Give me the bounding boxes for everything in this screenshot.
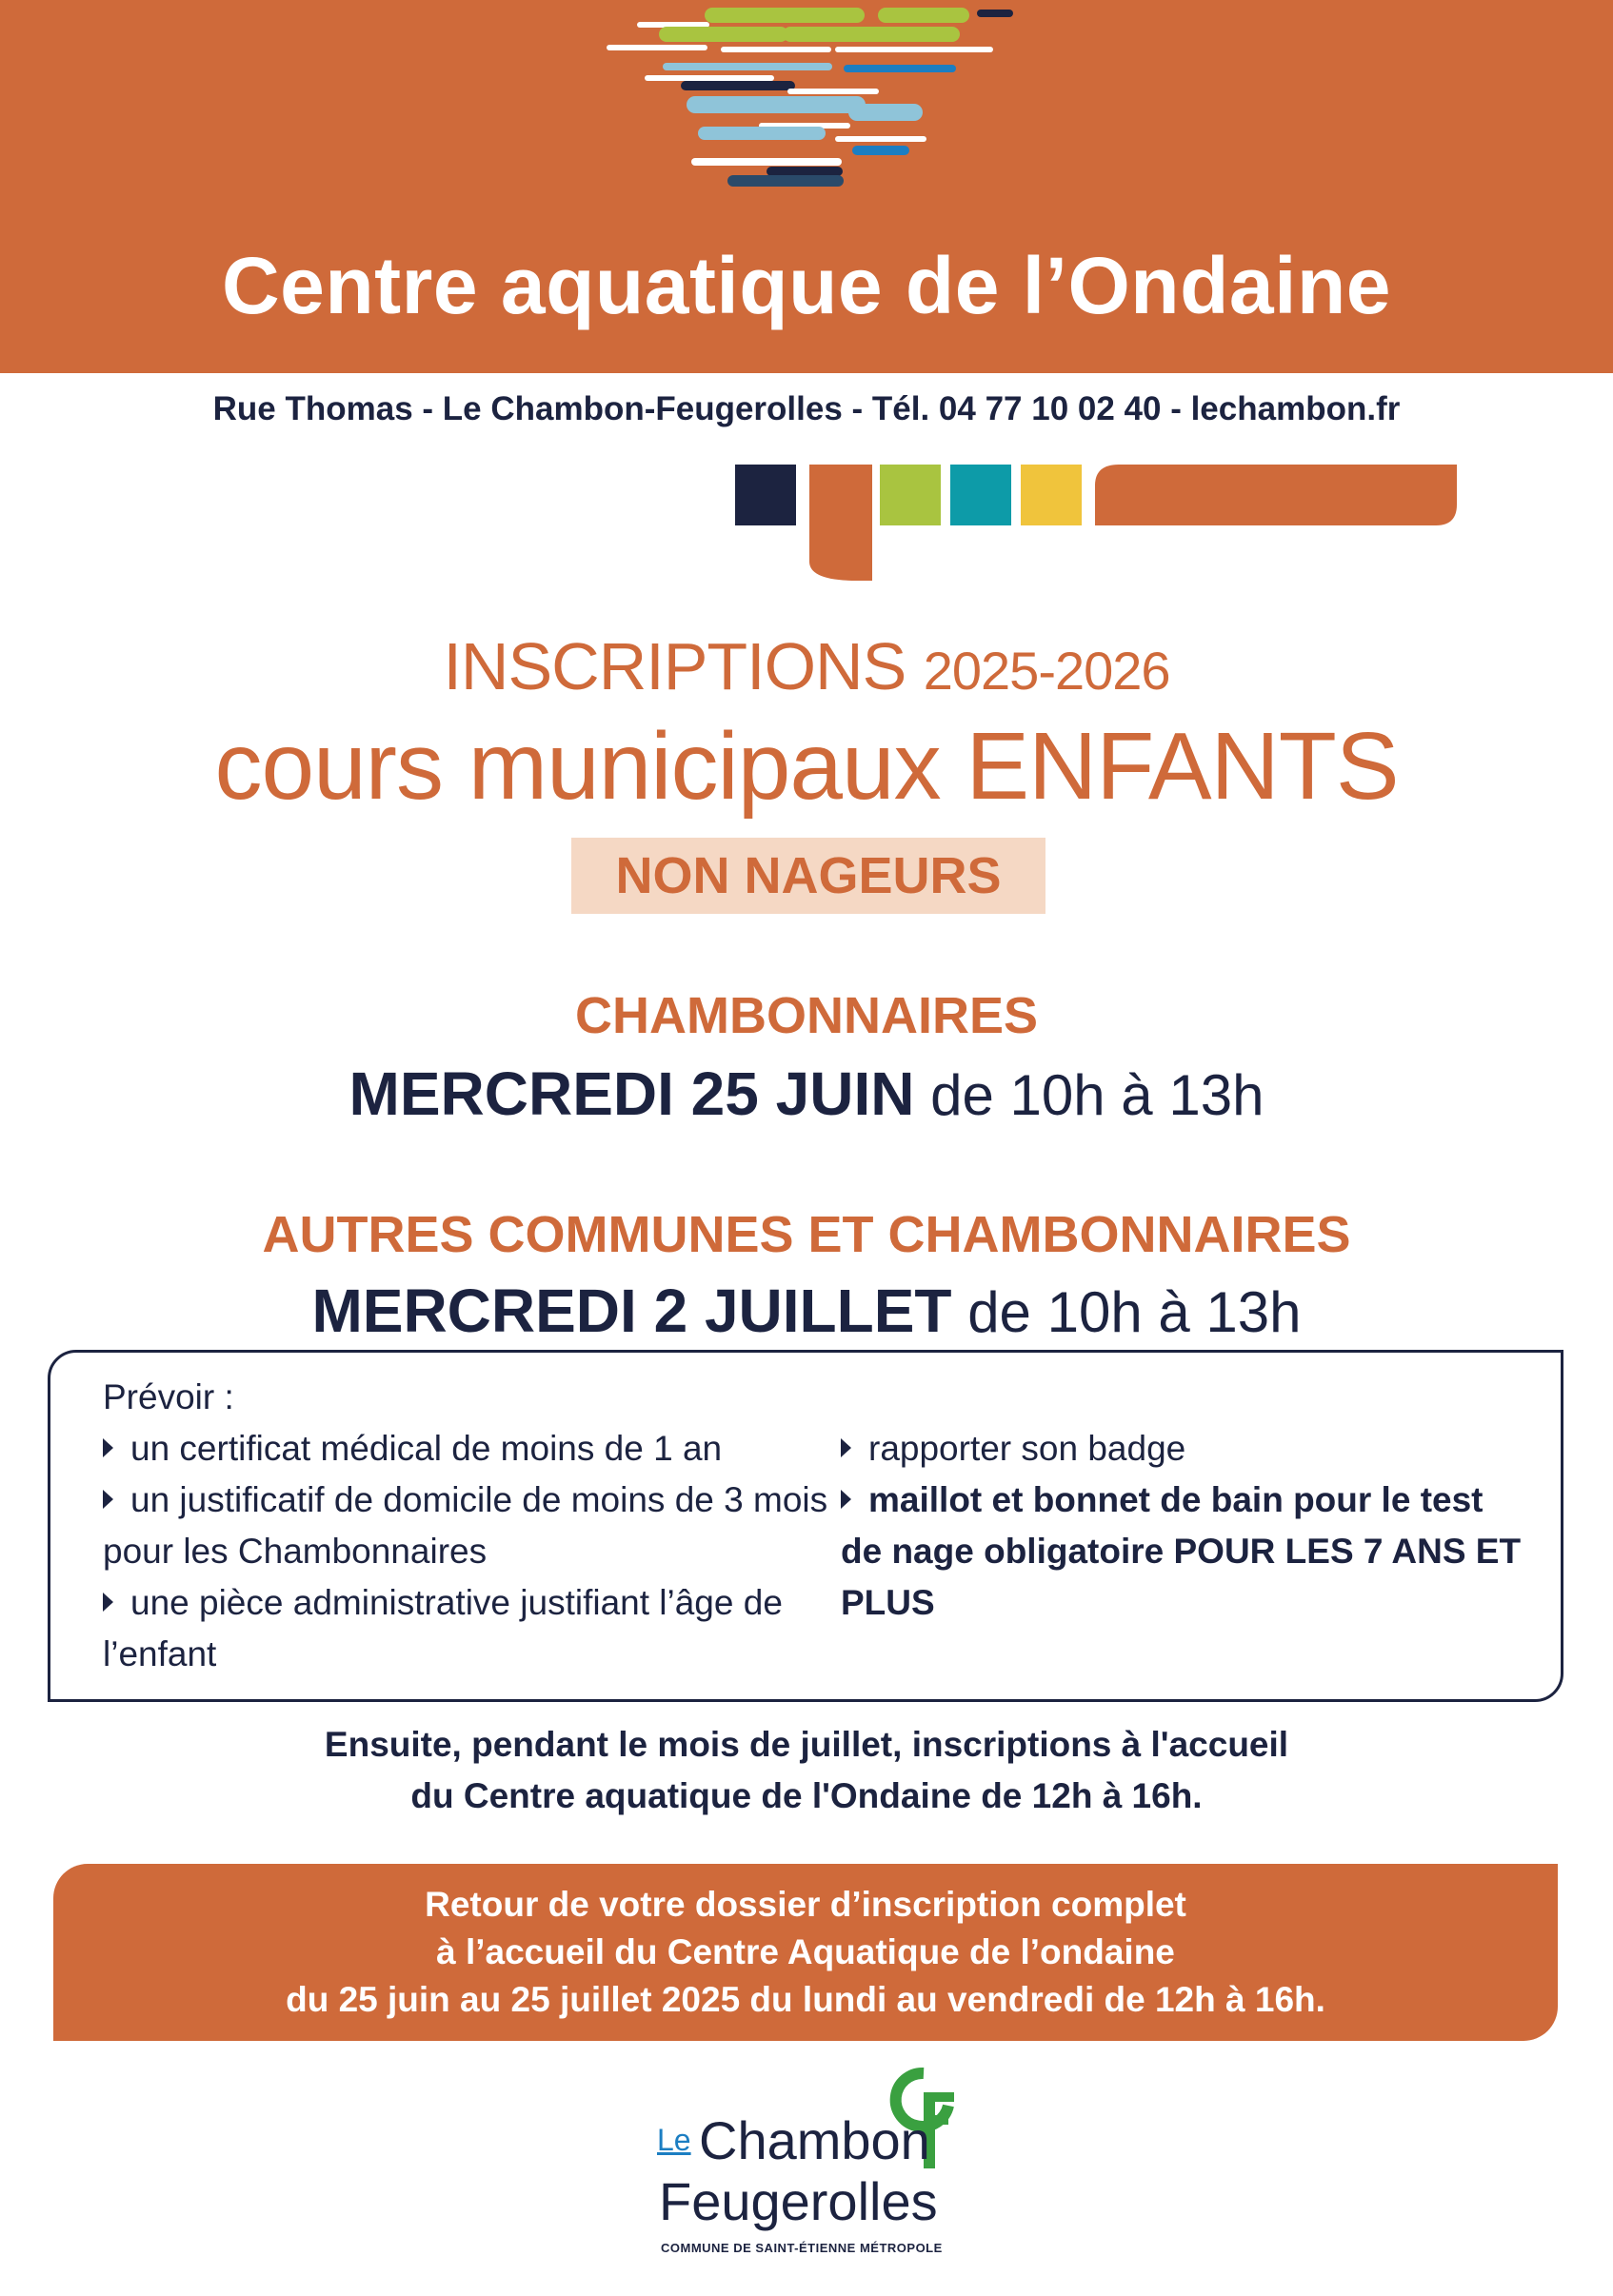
- triangle-bullet-icon: [103, 1438, 113, 1457]
- triangle-bullet-icon: [841, 1438, 851, 1457]
- logo-chambon-text: Chambon: [699, 2110, 930, 2170]
- contact-address: Rue Thomas - Le Chambon-Feugerolles - Tél. 04 77 10 02 40 - lechambon.fr: [212, 390, 1401, 427]
- session1-time: de 10h à 13h: [930, 1063, 1265, 1127]
- page-title: Centre aquatique de l’Ondaine: [221, 241, 1392, 330]
- triangle-bullet-icon: [841, 1490, 851, 1509]
- logo-subtitle: COMMUNE DE SAINT-ÉTIENNE MÉTROPOLE: [661, 2241, 943, 2255]
- list-item: un certificat médical de moins de 1 an: [103, 1423, 846, 1475]
- session2-label: AUTRES COMMUNES ET CHAMBONNAIRES: [262, 1206, 1351, 1263]
- triangle-bullet-icon: [103, 1490, 113, 1509]
- session2-time: de 10h à 13h: [967, 1280, 1302, 1344]
- inscriptions-label: INSCRIPTIONS: [443, 629, 906, 703]
- requirements-right-column: [841, 1423, 1526, 1629]
- session1-day: MERCREDI 25 JUIN: [348, 1059, 915, 1128]
- session1-date: [0, 1059, 1613, 1129]
- courses-subtitle: cours municipaux ENFANTS: [214, 713, 1399, 820]
- list-item: rapporter son badge: [841, 1423, 1526, 1475]
- requirements-heading: Prévoir :: [103, 1377, 234, 1416]
- inscriptions-heading: [0, 628, 1613, 704]
- list-item: maillot et bonnet de bain pour le test de nage obligatoire POUR LES 7 ANS ET PLUS: [841, 1480, 1522, 1622]
- logo-le-text: Le: [657, 2123, 691, 2157]
- session2-date: [0, 1276, 1613, 1346]
- inscriptions-year: 2025-2026: [923, 641, 1170, 701]
- chambon-feugerolles-logo: [647, 2064, 971, 2273]
- requirements-left-column: [103, 1372, 846, 1680]
- session2-day: MERCREDI 2 JUILLET: [311, 1277, 952, 1345]
- header-banner: [0, 0, 1613, 373]
- list-item: un justificatif de domicile de moins de 3 mois pour les Chambonnaires: [103, 1480, 828, 1571]
- return-dossier-banner: Retour de votre dossier d’inscription complet à l’accueil du Centre Aquatique de l’ondaine du 25 juin au 25 juillet 2025 du lundi au vendredi de 12h à 16h.: [53, 1864, 1558, 2041]
- color-squares-decoration: [0, 457, 1613, 581]
- triangle-bullet-icon: [103, 1593, 113, 1612]
- non-swimmers-badge: NON NAGEURS: [571, 838, 1045, 914]
- logo-feugerolles-text: Feugerolles: [659, 2171, 938, 2231]
- list-item: une pièce administrative justifiant l’âge de l’enfant: [103, 1583, 783, 1673]
- session1-label: CHAMBONNAIRES: [575, 987, 1038, 1044]
- july-info: Ensuite, pendant le mois de juillet, inscriptions à l'accueil du Centre aquatique de l'Ondaine de 12h à 16h.: [324, 1725, 1289, 1815]
- aquatic-waves-logo: [0, 0, 1613, 200]
- requirements-box: [48, 1350, 1563, 1702]
